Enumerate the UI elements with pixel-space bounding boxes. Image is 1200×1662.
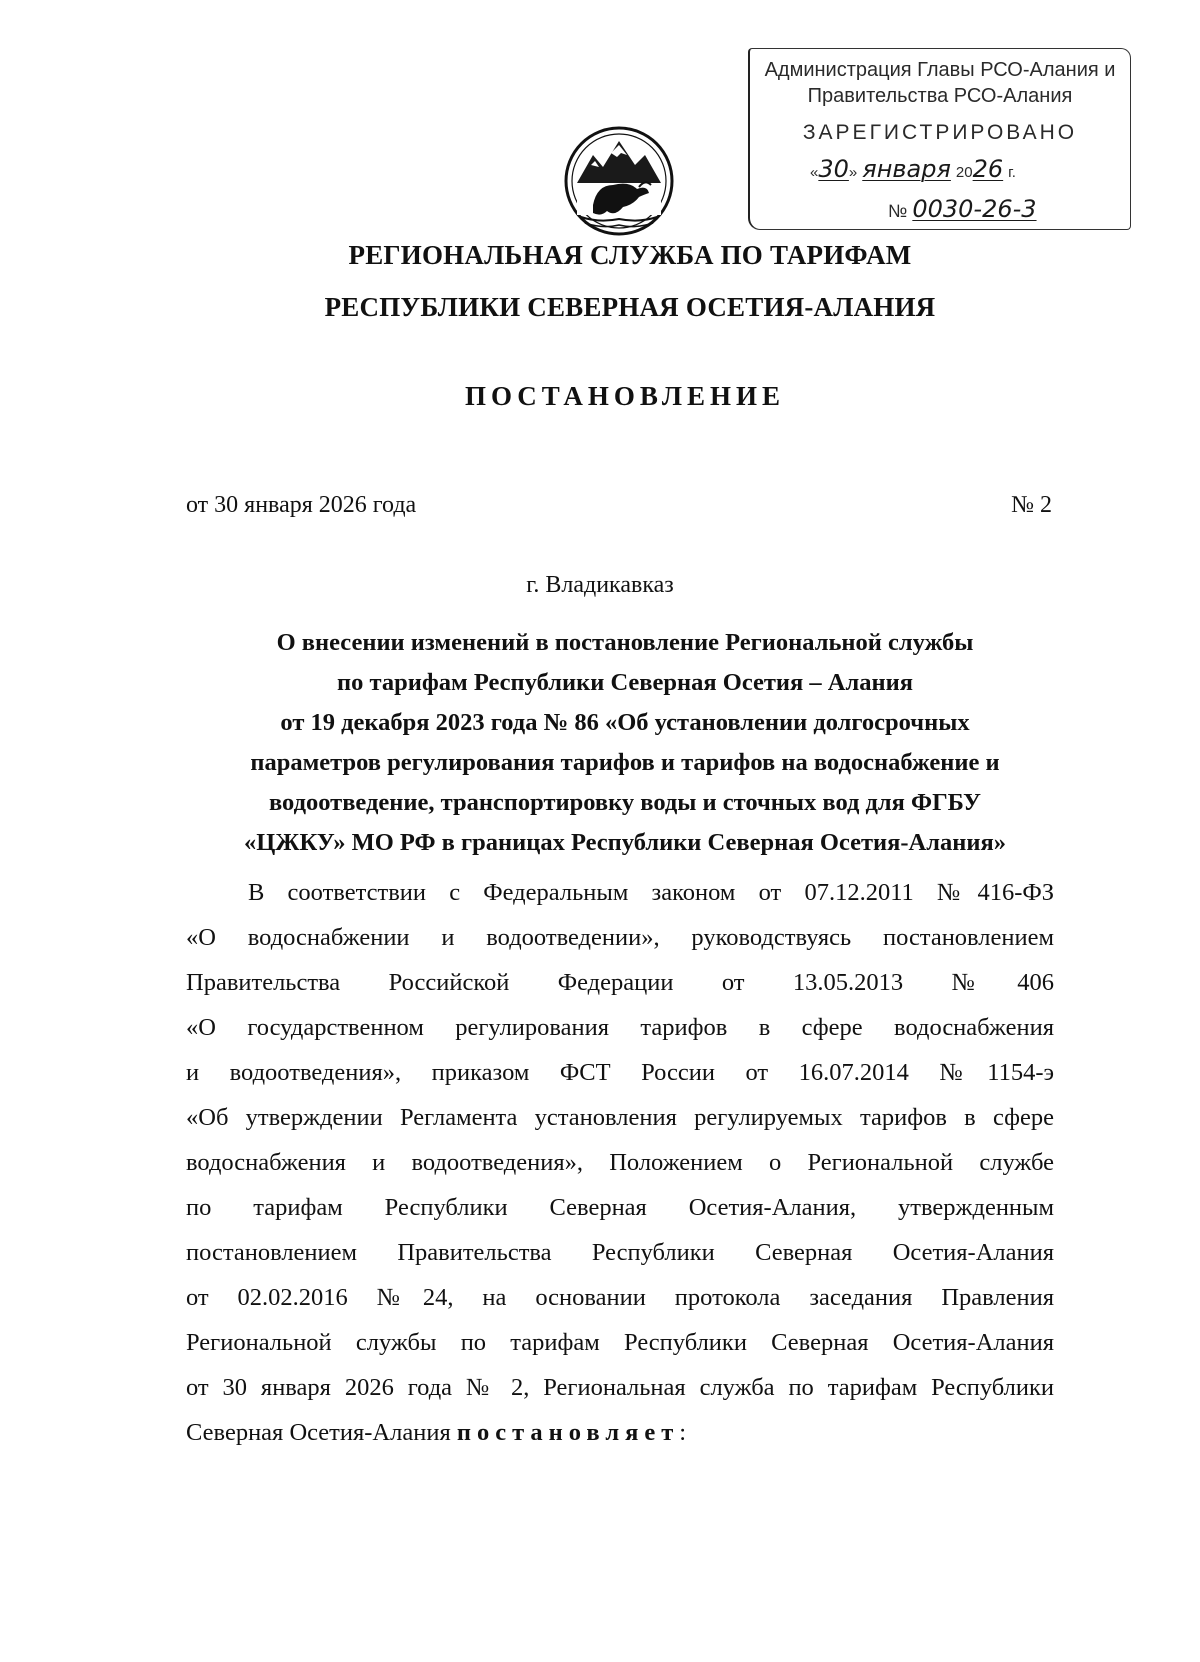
registration-stamp [748, 48, 1131, 230]
title-line: водоотведение, транспортировку воды и сточных вод для ФГБУ [268, 789, 981, 816]
stamp-date-open-quote: « [810, 164, 819, 181]
organization-name-line-2: РЕСПУБЛИКИ СЕВЕРНАЯ ОСЕТИЯ-АЛАНИЯ [324, 292, 936, 322]
resolution-keyword: постановляет [456, 1419, 680, 1446]
stamp-date-close-quote: » [848, 164, 858, 181]
body-line: В соответствии с Федеральным законом от 07.12.2011 №416-ФЗ [248, 879, 1054, 906]
body-line: по тарифам Республики Северная Осетия-Алания, утвержденным [186, 1194, 1054, 1221]
coat-of-arms-emblem [563, 125, 675, 237]
body-line: и водоотведения», приказом ФСТ России от 16.07.2014 №1154-э [186, 1059, 1054, 1086]
body-line: от 02.02.2016 №24, на основании протокола заседания Правления [186, 1284, 1054, 1311]
title-line: от 19 декабря 2023 года № 86 «Об установлении долгосрочных [280, 709, 970, 736]
title-line: «ЦЖКУ» МО РФ в границах Республики Северная Осетия-Алания» [243, 829, 1006, 856]
body-last-line-suffix: : [679, 1419, 687, 1446]
stamp-date-month: января [862, 155, 951, 183]
stamp-date-year-prefix: 20 [955, 164, 973, 181]
stamp-number-prefix: № [888, 201, 908, 221]
body-last-line [186, 1410, 1054, 1455]
title-line: параметров регулирования тарифов и тарифов на водоснабжение и [250, 749, 1000, 776]
document-city: г. Владикавказ [526, 572, 674, 598]
stamp-number-value: 0030-26-3 [912, 195, 1037, 223]
document-title [150, 623, 1100, 863]
organization-name-line-1: РЕГИОНАЛЬНАЯ СЛУЖБА ПО ТАРИФАМ [348, 240, 912, 270]
title-line: по тарифам Республики Северная Осетия – Алания [337, 669, 913, 696]
body-line: от 30 января 2026 года № 2, Региональная служба по тарифам Республики [186, 1374, 1054, 1401]
body-line: водоснабжения и водоотведения», Положением о Региональной службе [186, 1149, 1054, 1176]
stamp-line-2: Правительства РСО-Алания [807, 85, 1073, 107]
title-line: О внесении изменений в постановление Региональной службы [276, 629, 974, 656]
stamp-status: ЗАРЕГИСТРИРОВАНО [802, 121, 1078, 144]
document-date: от 30 января 2026 года [186, 492, 417, 518]
stamp-number [888, 195, 1037, 223]
stamp-date-year-suffix: 26 [972, 155, 1004, 183]
body-line: «О водоснабжении и водоотведении», руководствуясь постановлением [186, 924, 1054, 951]
body-line: «О государственном регулирования тарифов в сфере водоснабжения [186, 1014, 1054, 1041]
body-line: постановлением Правительства Республики Северная Осетия-Алания [186, 1239, 1054, 1266]
document-number: № 2 [1011, 492, 1052, 518]
document-type: ПОСТАНОВЛЕНИЕ [464, 381, 786, 411]
stamp-date-year-mark: г. [1008, 164, 1016, 181]
document-body [186, 870, 1054, 1455]
stamp-line-1: Администрация Главы РСО-Алания и [764, 59, 1116, 81]
stamp-date-day: 30 [818, 155, 849, 183]
body-line: Региональной службы по тарифам Республики Северная Осетия-Алания [186, 1329, 1054, 1356]
body-line: «Об утверждении Регламента установления регулируемых тарифов в сфере [186, 1104, 1054, 1131]
stamp-date [810, 155, 1016, 183]
body-line: Правительства Российской Федерации от 13.05.2013 №406 [186, 969, 1054, 996]
body-last-line-prefix: Северная Осетия-Алания [186, 1419, 457, 1446]
